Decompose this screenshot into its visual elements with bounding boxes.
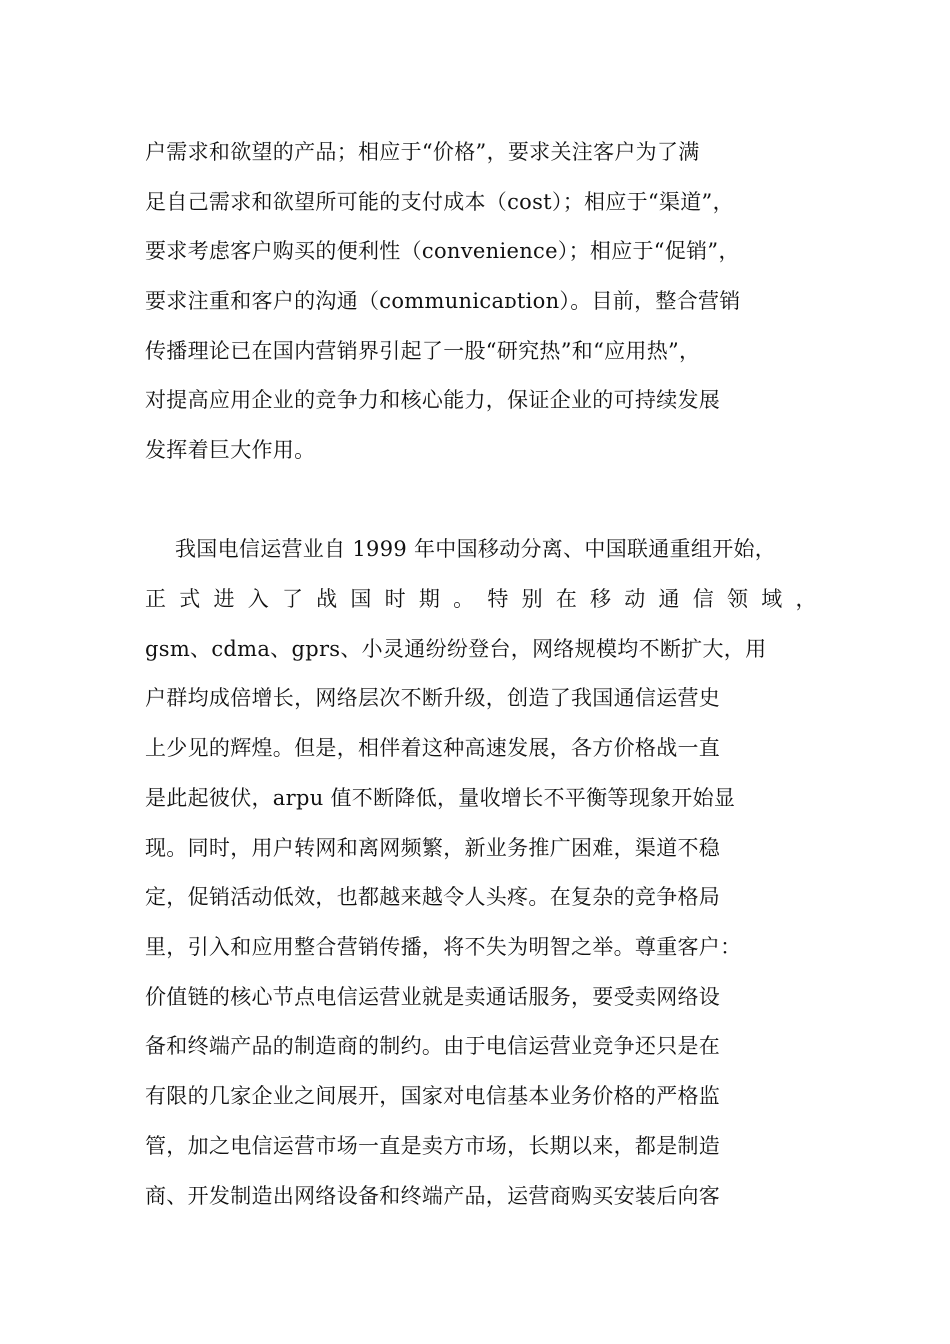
paragraph-2-line-3: gsm、cdma、gprs、小灵通纷纷登台，网络规模均不断扩大，用 [145,637,767,661]
spaced-char: 国 [350,587,372,611]
spaced-char: 在 [555,587,578,611]
spaced-char: 域 [761,587,783,611]
paragraph-2-line-11: 备和终端产品的制造商的制约。由于电信运营业竞争还只是在 [145,1034,721,1058]
paragraph-2-line-10: 价值链的核心节点电信运营业就是卖通话服务，要受卖网络设 [145,985,721,1009]
spaced-char: 。 [453,587,475,611]
paragraph-2-line-12: 有限的几家企业之间展开，国家对电信基本业务价格的严格监 [145,1084,721,1108]
spaced-char: 战 [316,587,338,611]
paragraph-2-line-6: 是此起彼伏，arpu 值不断降低，量收增长不平衡等现象开始显 [145,786,736,810]
paragraph-1-line-3: 要求考虑客户购买的便利性（convenience）；相应于“促销”， [145,239,740,263]
spaced-char: 领 [726,587,749,611]
paragraph-2-line-1: 我国电信运营业自 1999 年中国移动分离、中国联通重组开始， [175,537,777,561]
paragraph-2-line-9: 里，引入和应用整合营销传播，将不失为明智之举。尊重客户： [145,935,742,959]
spaced-char: 入 [247,587,270,611]
paragraph-1-line-1: 户需求和欲望的产品；相应于“价格”，要求关注客户为了满 [145,140,700,164]
paragraph-2-line-5: 上少见的辉煌。但是，相伴着这种高速发展，各方价格战一直 [145,736,721,760]
paragraph-2-line-13: 管，加之电信运营市场一直是卖方市场，长期以来，都是制造 [145,1134,721,1158]
paragraph-1-line-7: 发挥着巨大作用。 [145,438,316,462]
spaced-char: 正 [145,587,167,611]
spaced-char: 了 [281,587,304,611]
spaced-char: 动 [624,587,646,611]
paragraph-2-line-8: 定，促销活动低效，也都越来越令人头疼。在复杂的竞争格局 [145,885,721,909]
spaced-char: 信 [692,587,715,611]
paragraph-2-line-4: 户群均成倍增长，网络层次不断升级，创造了我国通信运营史 [145,686,721,710]
paragraph-1-line-4: 要求注重和客户的沟通（communicaᴅtion）。目前，整合营销 [145,289,741,313]
spaced-char: 移 [590,587,612,611]
paragraph-2-line-7: 现。同时，用户转网和离网频繁，新业务推广困难，渠道不稳 [145,836,721,860]
paragraph-2-line-2-justified [145,584,817,614]
spaced-char: 通 [658,587,680,611]
spaced-char: 期 [418,587,441,611]
spaced-char: 特 [487,587,509,611]
spaced-char: 别 [521,587,543,611]
paragraph-1-line-5: 传播理论已在国内营销界引起了一股“研究热”和“应用热”， [145,339,701,363]
spaced-char: ， [795,587,817,611]
paragraph-1-line-2: 足自己需求和欲望所可能的支付成本（cost）；相应于“渠道”， [145,190,734,214]
spaced-char: 进 [213,587,235,611]
paragraph-2-line-14: 商、开发制造出网络设备和终端产品，运营商购买安装后向客 [145,1184,721,1208]
paragraph-1-line-6: 对提高应用企业的竞争力和核心能力，保证企业的可持续发展 [145,388,721,412]
spaced-char: 时 [384,587,406,611]
spaced-char: 式 [179,587,201,611]
